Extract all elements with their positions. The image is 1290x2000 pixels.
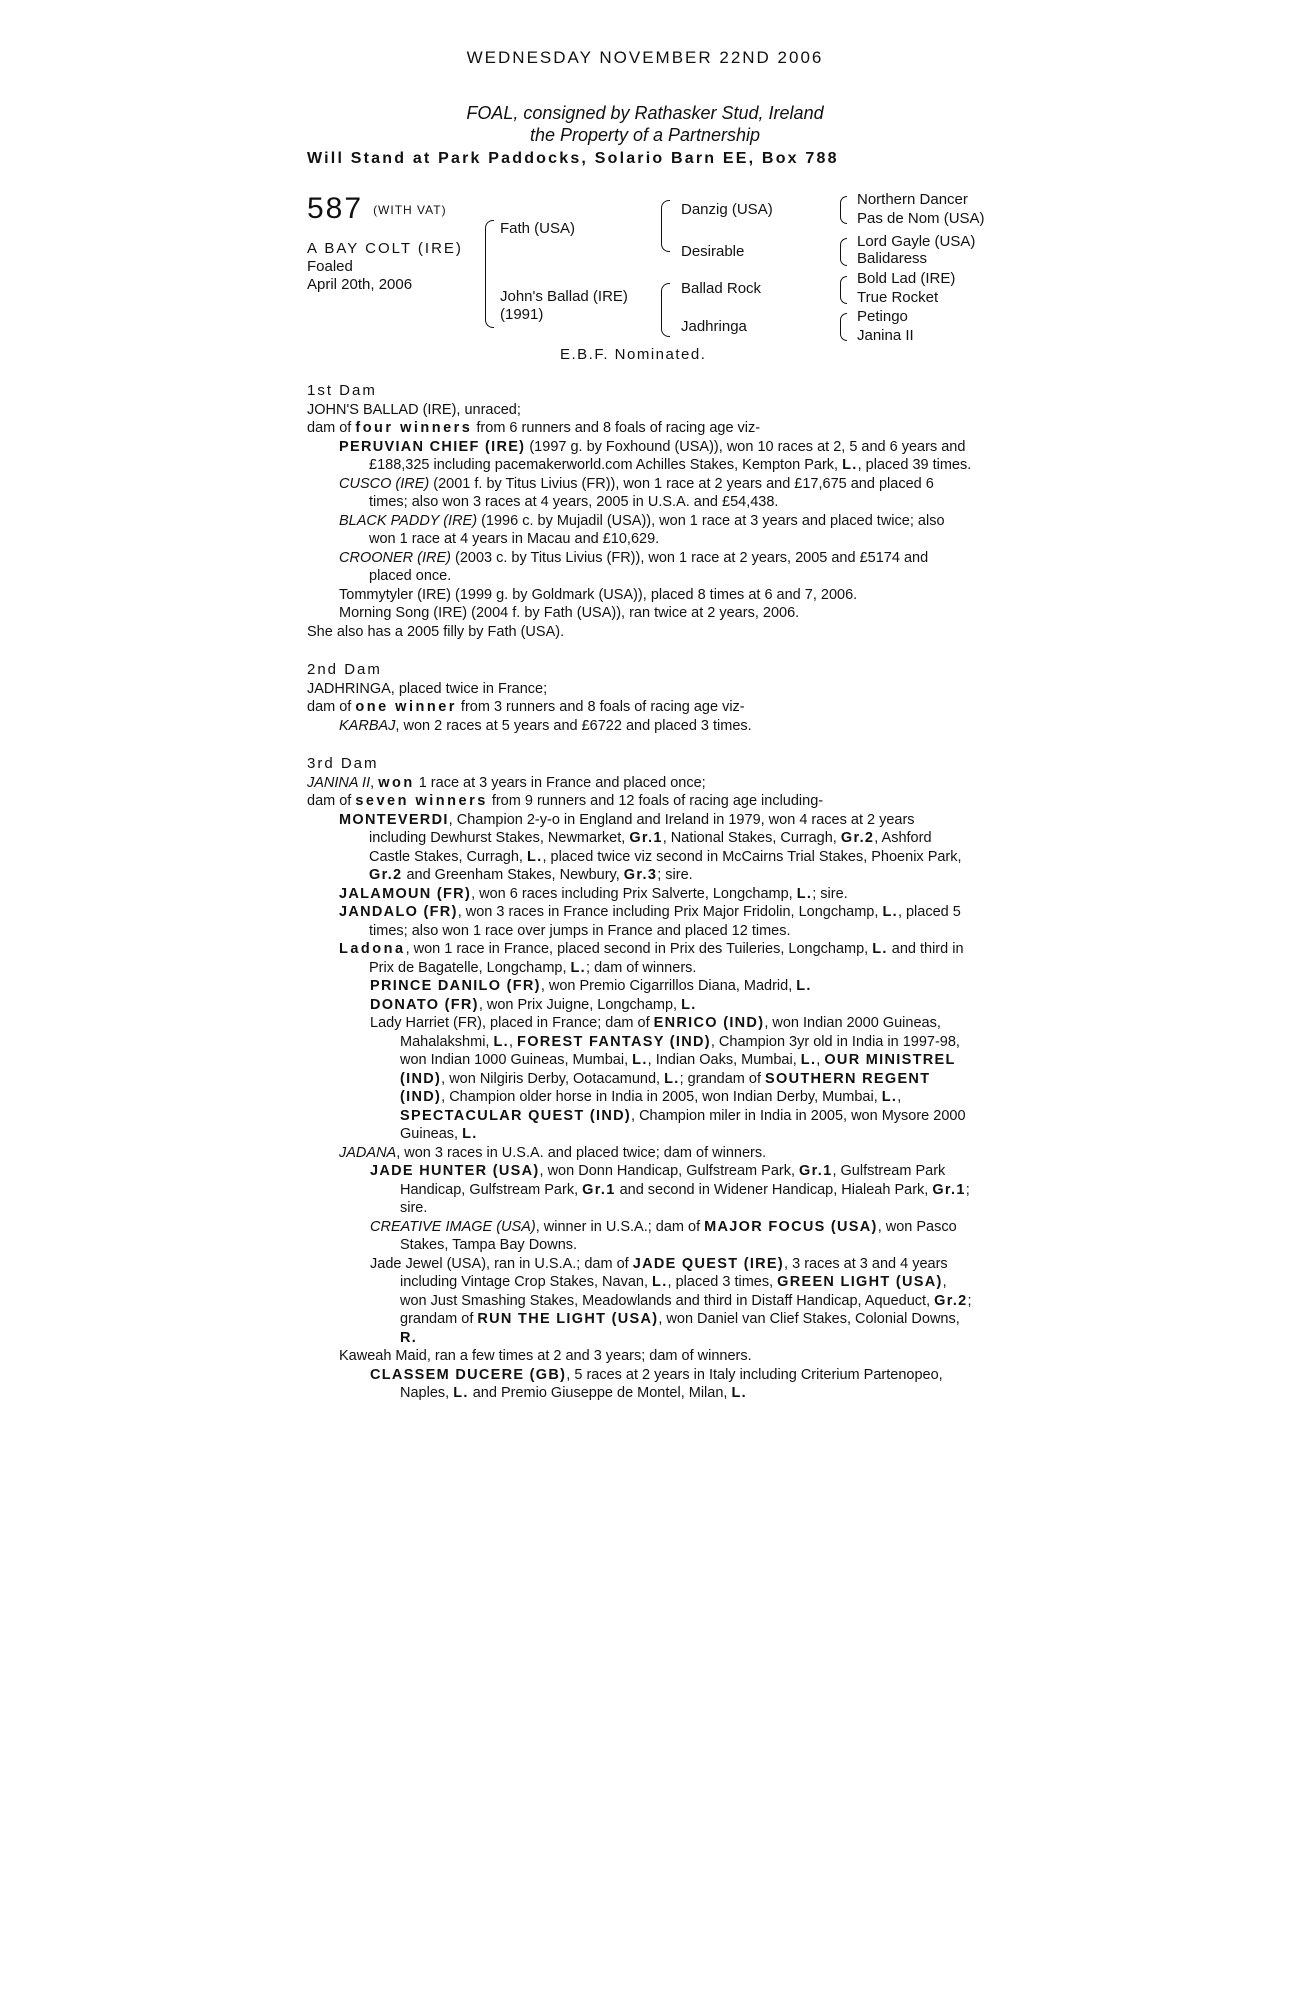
pedigree-brace-dam — [661, 283, 670, 337]
produce-item: DONATO (FR), won Prix Juigne, Longchamp, L. — [370, 996, 697, 1013]
consignor-line: FOAL, consigned by Rathasker Stud, Ireland — [466, 103, 824, 123]
pedigree-gen3-2: Pas de Nom (USA) — [857, 210, 985, 227]
second-dam-line: JADHRINGA, placed twice in France; — [307, 680, 548, 697]
pedigree-gen3-4: Balidaress — [857, 250, 928, 267]
third-dam-line: JANINA II, won 1 race at 3 years in France and placed once; — [307, 774, 706, 791]
produce-item: JADANA, won 3 races in U.S.A. and placed twice; dam of winners. — [339, 1144, 767, 1161]
produce-item: Ladona, won 1 race in France, placed second in Prix des Tuileries, Longchamp, L. and third in Prix de Bagatelle, Longchamp, L.; dam of winners. — [339, 941, 964, 976]
pedigree-brace-ss — [840, 196, 847, 224]
produce-item: Kaweah Maid, ran a few times at 2 and 3 years; dam of winners. — [339, 1348, 752, 1364]
produce-item: Tommytyler (IRE) (1999 g. by Goldmark (USA)), placed 8 times at 6 and 7, 2006. — [339, 586, 858, 603]
pedigree-dam — [500, 288, 628, 324]
pedigree-gen3-3: Lord Gayle (USA) — [857, 233, 976, 250]
produce-item: CROONER (IRE) (2003 c. by Titus Livius (FR)), won 1 race at 2 years, 2005 and £5174 and placed once. — [339, 549, 929, 584]
pedigree-brace-dd — [840, 313, 847, 341]
produce-item: CUSCO (IRE) (2001 f. by Titus Livius (FR)), won 1 race at 2 years and £17,675 and placed 6 times; also won 3 races at 4 years, 2005 in U.S.A. and £54,438. — [339, 475, 934, 510]
lot-number: 587 — [307, 192, 364, 225]
produce-item: PRINCE DANILO (FR), won Premio Cigarrillos Diana, Madrid, L. — [370, 978, 812, 994]
pedigree-gen3-7: Petingo — [857, 308, 908, 325]
produce-item: JADE HUNTER (USA), won Donn Handicap, Gulfstream Park, Gr.1, Gulfstream Park Handicap, Gulfstream Park, Gr.1 and second in Widener Handicap, Hialeah Park, Gr.1; sire. — [370, 1163, 970, 1216]
produce-item: CREATIVE IMAGE (USA), winner in U.S.A.; dam of MAJOR FOCUS (USA), won Pasco Stakes, Tampa Bay Downs. — [370, 1218, 957, 1253]
produce-item: KARBAJ, won 2 races at 5 years and £6722 and placed 3 times. — [339, 717, 752, 734]
pedigree-brace-gen1 — [485, 220, 494, 328]
lot-description — [307, 240, 463, 294]
property-line: the Property of a Partnership — [529, 125, 761, 145]
foaled-label: Foaled — [307, 258, 353, 275]
produce-item: JANDALO (FR), won 3 races in France including Prix Major Fridolin, Longchamp, L., placed 5 times; also won 1 race over jumps in France and placed 12 times. — [339, 904, 961, 939]
third-dam-heading: 3rd Dam — [307, 755, 379, 772]
second-dam-heading: 2nd Dam — [307, 661, 382, 678]
pedigree-sire-dam: Desirable — [681, 243, 745, 260]
pedigree-brace-sd — [840, 238, 847, 266]
pedigree-sire-sire: Danzig (USA) — [681, 201, 773, 218]
first-dam-line: JOHN'S BALLAD (IRE), unraced; — [307, 401, 521, 418]
foaled-date: April 20th, 2006 — [307, 276, 413, 293]
vat-label: (WITH VAT) — [373, 203, 447, 218]
pedigree-dam-name: John's Ballad (IRE) — [500, 288, 628, 305]
produce-item: PERUVIAN CHIEF (IRE) (1997 g. by Foxhound (USA)), won 10 races at 2, 5 and 6 years and £188,325 including pacemakerworld.com Achilles Stakes, Kempton Park, L., placed 39 times. — [339, 438, 972, 473]
pedigree-dam-sire: Ballad Rock — [681, 280, 762, 297]
first-dam-summary: dam of four winners from 6 runners and 8 foals of racing age viz- — [307, 420, 761, 436]
first-dam-note: She also has a 2005 filly by Fath (USA). — [307, 623, 565, 640]
produce-item: Jade Jewel (USA), ran in U.S.A.; dam of JADE QUEST (IRE), 3 races at 3 and 4 years including Vintage Crop Stakes, Navan, L., placed 3 times, GREEN LIGHT (USA), won Just Smashing Stakes, Meadowlands and third in Distaff Handicap, Aqueduct, Gr.2; grandam of RUN THE LIGHT (USA), won Daniel van Clief Stakes, Colonial Downs, R. — [370, 1255, 972, 1346]
produce-item: CLASSEM DUCERE (GB), 5 races at 2 years in Italy including Criterium Partenopeo, Naples, L. and Premio Giuseppe de Montel, Milan, L. — [370, 1366, 943, 1401]
produce-item: Morning Song (IRE) (2004 f. by Fath (USA)), ran twice at 2 years, 2006. — [339, 605, 800, 621]
lot-number-block — [307, 192, 447, 226]
produce-record — [307, 382, 973, 1403]
consignment-block — [0, 102, 1290, 146]
first-dam-heading: 1st Dam — [307, 382, 377, 399]
pedigree-gen3-5: Bold Lad (IRE) — [857, 270, 956, 287]
pedigree-gen3-8: Janina II — [857, 327, 914, 344]
sale-date: WEDNESDAY NOVEMBER 22ND 2006 — [466, 48, 824, 67]
pedigree-gen3-6: True Rocket — [857, 289, 939, 306]
third-dam-summary: dam of seven winners from 9 runners and 12 foals of racing age including- — [307, 793, 824, 809]
produce-item: JALAMOUN (FR), won 6 races including Prix Salverte, Longchamp, L.; sire. — [339, 885, 848, 902]
produce-item: BLACK PADDY (IRE) (1996 c. by Mujadil (USA)), won 1 race at 3 years and placed twice; also won 1 race at 4 years in Macau and £10,629. — [339, 512, 945, 547]
second-dam-summary: dam of one winner from 3 runners and 8 foals of racing age viz- — [307, 699, 745, 715]
pedigree-gen3-1: Northern Dancer — [857, 191, 968, 208]
produce-item: Lady Harriet (FR), placed in France; dam of ENRICO (IND), won Indian 2000 Guineas, Mahalakshmi, L., FOREST FANTASY (IND), Champion 3yr old in India in 1997-98, won Indian 1000 Guineas, Mumbai, L., Indian Oaks, Mumbai, L., OUR MINISTREL (IND), won Nilgiris Derby, Ootacamund, L.; grandam of SOUTHERN REGENT (IND), Champion older horse in India in 2005, won Indian Derby, Mumbai, L., SPECTACULAR QUEST (IND), Champion miler in India in 2005, won Mysore 2000 Guineas, L. — [370, 1015, 966, 1142]
pedigree-dam-dam: Jadhringa — [681, 318, 747, 335]
pedigree-brace-ds — [840, 276, 847, 304]
stand-location: Will Stand at Park Paddocks, Solario Barn EE, Box 788 — [307, 150, 839, 167]
lot-title: A BAY COLT (IRE) — [307, 240, 463, 257]
pedigree-brace-sire — [661, 200, 670, 252]
produce-item: MONTEVERDI, Champion 2-y-o in England and Ireland in 1979, won 4 races at 2 years including Dewhurst Stakes, Newmarket, Gr.1, National Stakes, Curragh, Gr.2, Ashford Castle Stakes, Curragh, L., placed twice viz second in McCairns Trial Stakes, Phoenix Park, Gr.2 and Greenham Stakes, Newbury, Gr.3; sire. — [339, 811, 962, 883]
pedigree-sire: Fath (USA) — [500, 220, 576, 237]
pedigree-dam-year: (1991) — [500, 306, 544, 323]
ebf-note: E.B.F. Nominated. — [560, 346, 707, 363]
